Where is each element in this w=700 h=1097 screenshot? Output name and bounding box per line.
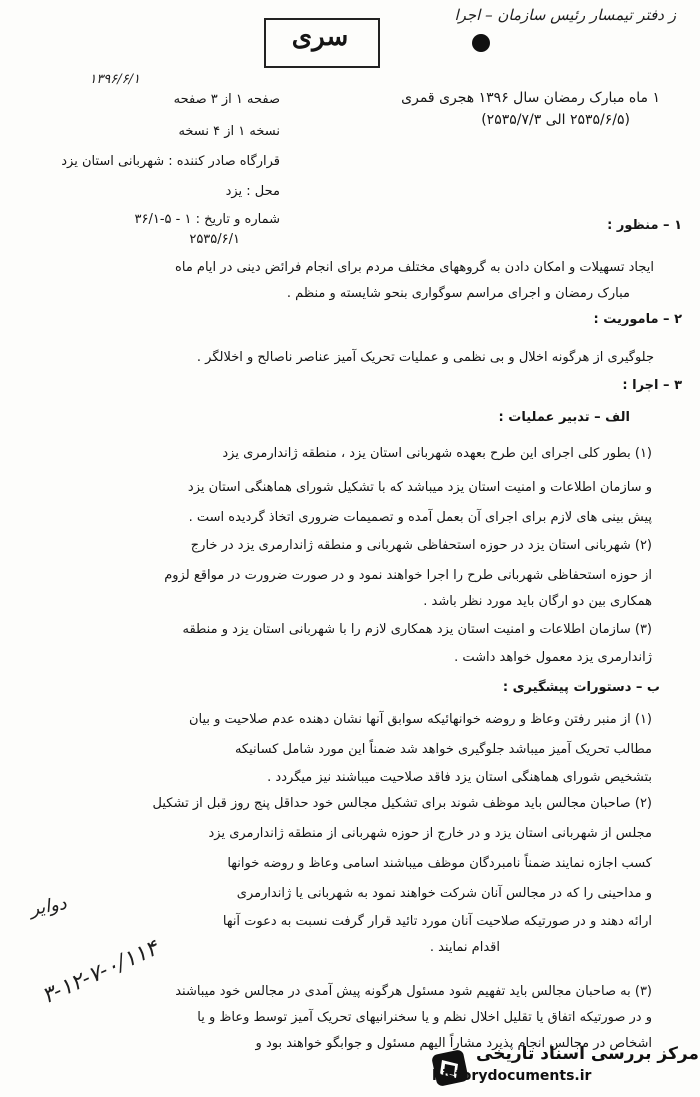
be-line: (۳) به صاحبان مجالس باید تفهیم شود مسئول هرگونه پیش آمدی در مجالس خود میباشند — [175, 984, 652, 999]
be-line: مجلس از شهربانی استان یزد و در خارج از حوزه شهربانی از منطقه ژاندارمری یزد — [208, 826, 652, 841]
be-line: و در صورتیکه اتفاق یا تقلیل اخلال نظم و یا سخنرانیهای تحریک آمیز توسط وعاظ و یا — [197, 1010, 652, 1025]
be-line: مطالب تحریک آمیز میباشد جلوگیری خواهد شد ضمناً این مورد شامل کسانیکه — [234, 742, 652, 757]
alef-line: و سازمان اطلاعات و امنیت استان یزد میباشد که با تشکیل شورای هماهنگی استان یزد — [187, 480, 652, 495]
handwritten-date: ۱۳۹۶/۶/۱ — [89, 72, 140, 87]
margin-number: ۳-۱۲-۷-۰/۱۱۴ — [38, 935, 162, 1010]
date-line-2: (۲۵۳۵/۶/۵ الی ۲۵۳۵/۷/۳) — [481, 112, 630, 128]
alef-line: ژاندارمری یزد معمول خواهد داشت . — [454, 650, 652, 665]
be-line: و مداحینی را که در مجالس آنان شرکت خواهند نمود به شهربانی یا ژاندارمری — [236, 886, 652, 901]
be-line: بتشخیص شورای هماهنگی استان یزد فاقد صلاحیت میباشند نیز میگردد . — [267, 770, 652, 785]
copy-count: نسخه ۱ از ۴ نسخه — [178, 124, 280, 139]
section-1-line: ایجاد تسهیلات و امکان دادن به گروههای مختلف مردم برای انجام فرائض دینی در ایام ماه — [175, 260, 654, 275]
date-line-1: ۱ ماه مبارک رمضان سال ۱۳۹۶ هجری قمری — [401, 90, 660, 106]
watermark-url: historydocuments.ir — [432, 1068, 592, 1084]
section-3-title: ۳ – اجرا : — [622, 378, 682, 393]
be-line: ارائه دهند و در صورتیکه صلاحیت آنان مورد تائید قرار گرفت نسبت به دعوت آنها — [222, 914, 652, 929]
alef-line: (۲) شهربانی استان یزد در حوزه استحفاظی شهربانی و منطقه ژاندارمری یزد در خارج — [190, 538, 652, 553]
margin-signature: دوایر — [28, 892, 69, 921]
alef-line: پیش بینی های لازم برای اجرای آن بعمل آمده و تصمیمات ضروری اتخاذ گردیده است . — [188, 510, 652, 525]
section-2-line: جلوگیری از هرگونه اخلال و بی نظمی و عملیات تحریک آمیز عناصر ناصالح و اخلالگر . — [196, 350, 654, 365]
doc-number-date: ۲۵۳۵/۶/۱ — [189, 232, 240, 247]
be-line: (۲) صاحبان مجالس باید موظف شوند برای تشکیل مجالس خود حداقل پنج روز قبل از تشکیل — [152, 796, 652, 811]
ink-stamp — [472, 34, 490, 52]
be-line: (۱) از منبر رفتن وعاظ و روضه خوانهائیکه سوابق آنها نشان دهنده عدم صلاحیت و بیان — [188, 712, 652, 727]
be-title: ب – دستورات پیشگیری : — [502, 680, 660, 695]
issuer: قرارگاه صادر کننده : شهربانی استان یزد — [61, 154, 280, 169]
alef-line: همکاری بین دو ارگان باید مورد نظر باشد . — [423, 594, 652, 609]
be-line: اشخاص در مجالس انجام پذیرد مشاراً الیهم مسئول و جوابگو خواهند بود و — [255, 1036, 652, 1051]
alef-line: (۳) سازمان اطلاعات و امنیت استان یزد همکاری لازم را با شهربانی استان یزد و منطقه — [182, 622, 652, 637]
alef-title: الف – تدبیر عملیات : — [498, 410, 630, 425]
page-count: صفحه ۱ از ۳ صفحه — [173, 92, 280, 107]
section-1-line: مبارک رمضان و اجرای مراسم سوگواری بنحو شایسته و منظم . — [286, 286, 630, 301]
be-line: کسب اجازه نمایند ضمناً نامبردگان موظف میباشند اسامی وعاظ و روضه خوانها — [227, 856, 652, 871]
alef-line: از حوزه استحفاظی شهربانی طرح را اجرا خواهند نمود و در صورت ضرورت در مواقع لزوم — [164, 568, 652, 583]
doc-number: شماره و تاریخ : ۱ - ۵-۳۶/۱ — [134, 212, 280, 227]
section-1-title: ۱ – منظور : — [607, 218, 682, 233]
classification-label: سری — [291, 22, 349, 52]
place: محل : یزد — [225, 184, 280, 199]
watermark-name: مرکز بررسی اسناد تاریخی — [476, 1044, 699, 1064]
section-2-title: ۲ – ماموریت : — [593, 312, 682, 327]
be-line: اقدام نمایند . — [429, 940, 500, 955]
alef-line: (۱) بطور کلی اجرای این طرح بعهده شهربانی استان یزد ، منطقه ژاندارمری یزد — [222, 446, 652, 461]
handwritten-note: ز دفتر تیمسار رئیس سازمان – اجرا — [454, 6, 676, 24]
